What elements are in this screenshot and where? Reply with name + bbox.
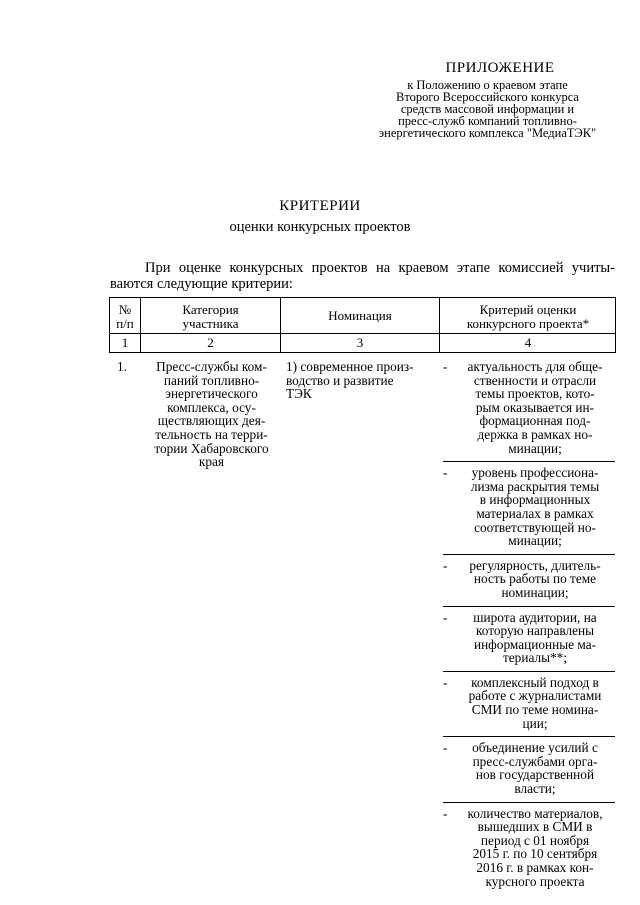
criterion-item (443, 461, 615, 548)
appendix-line: энергетического комплекса "МедиаТЭК" (378, 126, 597, 140)
criterion-item (443, 736, 615, 795)
dash-bullet: - (443, 359, 448, 374)
criterion-item (443, 671, 615, 730)
criterion-item (443, 606, 615, 665)
cell-line: период с 01 ноября (480, 832, 590, 848)
cell-line: Пресс-службы ком- (156, 359, 267, 374)
cell-line: объединение усилий с (472, 740, 598, 756)
appendix-line: средств массовой информации и (400, 102, 575, 116)
cell-line: СМИ по теме номина- (471, 702, 599, 718)
cell-line: 2016 г. в рамках кон- (476, 860, 594, 875)
dash-bullet: - (443, 740, 448, 756)
cell-line: края (198, 454, 225, 470)
dash-bullet: - (443, 609, 448, 625)
column-number: 4 (524, 335, 532, 350)
dash-bullet: - (443, 674, 448, 690)
cell-line: ТЭК (286, 386, 312, 402)
cell-line: информационные ма- (473, 636, 597, 652)
cell-line: ность работы по теме (473, 571, 597, 587)
criterion-item (443, 360, 615, 455)
cell-line: рым оказывается ин- (475, 399, 595, 415)
cell-line: актуальность для обще- (467, 359, 603, 374)
cell-line: формационная под- (479, 413, 591, 429)
cell-line: работе с журналистами (468, 688, 602, 704)
category-cell (143, 360, 280, 469)
header-category (141, 303, 280, 331)
header-text: № (118, 302, 132, 317)
criteria-subtitle: оценки конкурсных проектов (229, 219, 411, 235)
cell-line: регулярность, длитель- (469, 557, 601, 573)
appendix-line: к Положению о краевом этапе (407, 78, 568, 92)
header-criterion (440, 303, 616, 331)
cell-line: темы проектов, кото- (475, 386, 595, 402)
cell-line: энергетического (165, 386, 258, 402)
cell-line: широта аудитории, на (473, 609, 597, 625)
cell-line: в информационных (479, 492, 591, 508)
nomination-cell (286, 360, 438, 401)
criteria-list (443, 360, 615, 888)
cell-line: водство и развитие (286, 372, 394, 388)
cell-line: ществляющих дея- (157, 413, 266, 429)
cell-line: лизма раскрытия темы (470, 478, 600, 494)
appendix-line: пресс-служб компаний топливно- (398, 114, 577, 128)
header-text: Критерий оценки (479, 302, 577, 317)
criterion-item (443, 802, 615, 889)
appendix-line: Второго Всероссийского конкурса (396, 90, 579, 104)
cell-line: минации; (508, 440, 562, 456)
cell-line: пресс-службами орга- (472, 753, 598, 769)
cell-line: минации; (508, 533, 562, 549)
cell-line: 1) современное произ- (286, 359, 414, 374)
header-text: конкурсного проекта* (466, 316, 590, 331)
dash-bullet: - (443, 805, 448, 821)
cell-line: тории Хабаровского (154, 440, 269, 456)
header-text: п/п (116, 316, 134, 331)
criteria-title: КРИТЕРИИ (279, 198, 361, 214)
column-number: 3 (356, 335, 364, 350)
header-text: участника (182, 316, 239, 331)
cell-line: 2015 г. по 10 сентября (472, 846, 598, 862)
cell-line: держка в рамках но- (477, 426, 593, 442)
header-nomination (281, 309, 439, 323)
intro-paragraph-line: ваются следующие критерии: (110, 276, 293, 292)
header-text: Номинация (328, 308, 392, 323)
header-num (110, 303, 140, 331)
header-text: Категория (182, 302, 239, 317)
cell-line: териалы**; (502, 650, 568, 666)
dash-bullet: - (443, 465, 448, 481)
row-number: 1. (117, 359, 127, 374)
cell-line: материалах в рамках (476, 505, 594, 521)
cell-line: уровень профессиона- (471, 465, 599, 481)
dash-bullet: - (443, 557, 448, 573)
cell-line: количество материалов, (467, 805, 603, 821)
cell-line: нов государственной (475, 767, 595, 783)
intro-paragraph-line: При оценке конкурсных проектов на краевом этапе комиссией учиты- (145, 260, 615, 276)
cell-line: курсного проекта (485, 873, 585, 889)
column-number: 1 (121, 335, 129, 350)
cell-line: паний топливно- (163, 372, 260, 388)
criterion-item (443, 554, 615, 600)
cell-line: комплексный подход в (471, 674, 599, 690)
cell-line: номинации; (501, 584, 569, 600)
cell-line: соответствующей но- (474, 519, 596, 535)
cell-line: ции; (522, 715, 548, 731)
column-number: 2 (207, 335, 214, 350)
cell-line: которую направлены (475, 623, 595, 639)
cell-line: вышедших в СМИ в (477, 819, 593, 835)
table-divider (109, 333, 616, 334)
cell-line: тельность на терри- (155, 426, 268, 442)
appendix-title: ПРИЛОЖЕНИЕ (445, 60, 555, 76)
cell-line: комплекса, осу- (167, 399, 256, 415)
cell-line: ственности и отрасли (473, 372, 597, 388)
cell-line: власти; (514, 781, 556, 797)
